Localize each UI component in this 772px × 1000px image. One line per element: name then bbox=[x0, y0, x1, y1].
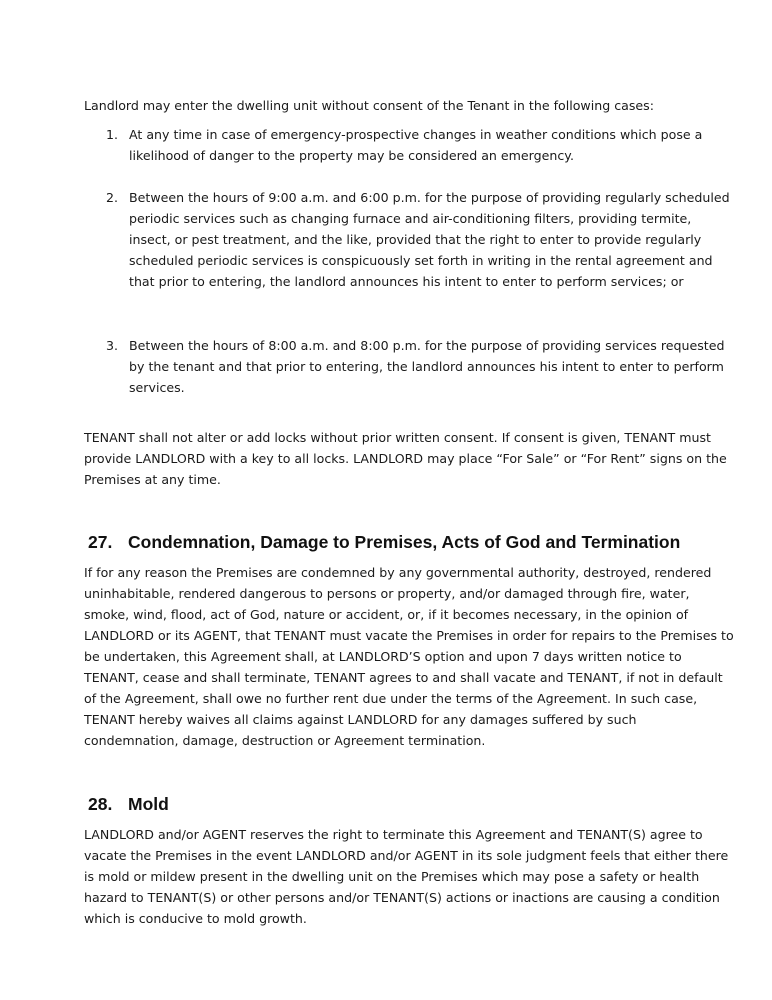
section-28-heading bbox=[88, 792, 169, 816]
list-item-text: At any time in case of emergency-prospective changes in weather conditions which pose a likelihood of danger to the property may be considered an emergency. bbox=[129, 127, 703, 163]
section-27-body: If for any reason the Premises are condemned by any governmental authority, destroyed, rendered uninhabitable, rendered dangerous to persons or property, and/or damaged through fire, water, smoke, wind, flood, act of God, nature or accident, or, if it becomes necessary, in the opinion of LANDLORD or its AGENT, that TENANT must vacate the Premises in order for repairs to the Premises to be undertaken, this Agreement shall, at LANDLORD’S option and upon 7 days written notice to TENANT, cease and shall terminate, TENANT agrees to and shall vacate and TENANT, if not in default of the Agreement, shall owe no further rent due under the terms of the Agreement. In such case, TENANT hereby waives all claims against LANDLORD for any damages suffered by such condemnation, damage, destruction or Agreement termination. bbox=[84, 565, 734, 748]
locks-paragraph: TENANT shall not alter or add locks without prior written consent. If consent is given, TENANT must provide LANDLORD with a key to all locks. LANDLORD may place “For Sale” or “For Rent” signs on the Premises at any time. bbox=[84, 430, 727, 487]
section-27-heading bbox=[88, 530, 680, 554]
list-item-number: 3. bbox=[106, 338, 119, 353]
section-27-number: 27. bbox=[88, 532, 113, 552]
list-item-text: Between the hours of 9:00 a.m. and 6:00 p.m. for the purpose of providing regularly scheduled periodic services such as changing furnace and air-conditioning filters, providing termite, insect, or pest treatment, and the like, provided that the right to enter to provide regularly scheduled periodic services is conspicuously set forth in writing in the rental agreement and that prior to entering, the landlord announces his intent to enter to perform services; or bbox=[129, 190, 730, 289]
list-item bbox=[84, 187, 734, 292]
list-item-text: Between the hours of 8:00 a.m. and 8:00 p.m. for the purpose of providing services requested by the tenant and that prior to entering, the landlord announces his intent to enter to perform services. bbox=[129, 338, 725, 395]
section-27-title: Condemnation, Damage to Premises, Acts of God and Termination bbox=[128, 532, 681, 552]
section-28-body: LANDLORD and/or AGENT reserves the right to terminate this Agreement and TENANT(S) agree to vacate the Premises in the event LANDLORD and/or AGENT in its sole judgment feels that either there is mold or mildew present in the dwelling unit on the Premises which may pose a safety or health hazard to TENANT(S) or other persons and/or TENANT(S) actions or inactions are causing a condition which is conducive to mold growth. bbox=[84, 827, 729, 926]
list-item bbox=[84, 335, 734, 398]
entry-intro-paragraph: Landlord may enter the dwelling unit without consent of the Tenant in the following cases: bbox=[84, 98, 654, 113]
list-item-number: 2. bbox=[106, 190, 119, 205]
list-item bbox=[84, 124, 734, 166]
section-28-number: 28. bbox=[88, 794, 113, 814]
section-28-title: Mold bbox=[128, 794, 169, 814]
list-item-number: 1. bbox=[106, 127, 119, 142]
